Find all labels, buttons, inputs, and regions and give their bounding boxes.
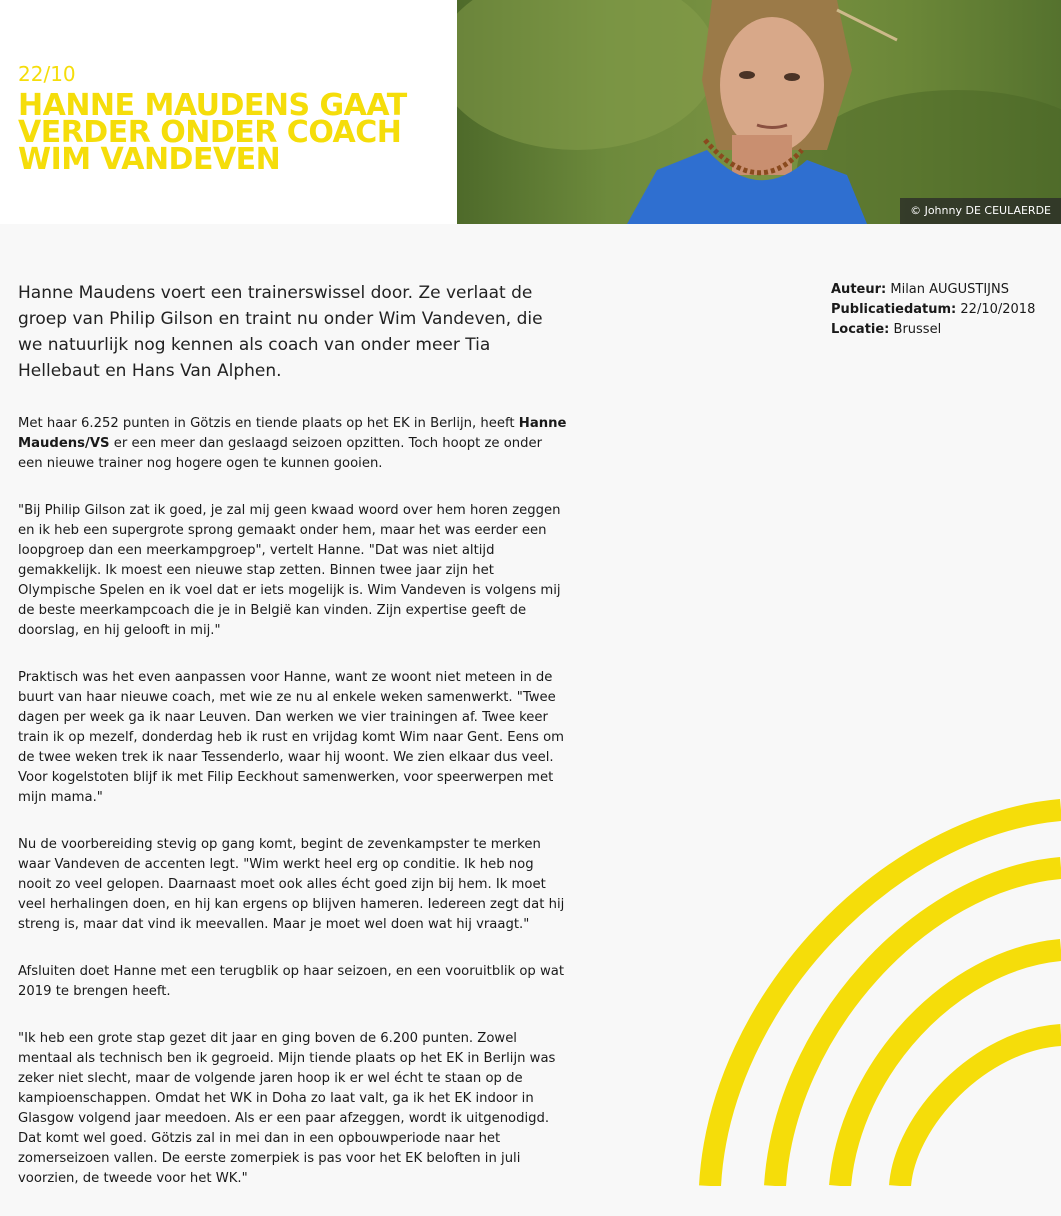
article-title: HANNE MAUDENS GAAT VERDER ONDER COACH WIM VANDEVEN [18, 88, 407, 177]
meta-author-label: Auteur: [831, 282, 887, 297]
paragraph-text: Met haar 6.252 punten in Götzis en tiende plaats op het EK in Berlijn, heeft [18, 416, 519, 431]
meta-author [831, 280, 1035, 300]
meta-author-value: Milan AUGUSTIJNS [890, 282, 1009, 297]
meta-date-value: 22/10/2018 [960, 302, 1036, 317]
article-paragraph: "Ik heb een grote stap gezet dit jaar en ging boven de 6.200 punten. Zowel mentaal als technisch ben ik gegroeid. Mijn tiende plaats op het EK in Berlijn was zeker niet slecht, maar de volgende jaren hoop ik er wel écht te staan op de kampioenschappen. Omdat het WK in Doha zo laat valt, ga ik het EK indoor in Glasgow volgend jaar meedoen. Als er een paar afzeggen, wordt ik uitgenodigd. Dat komt wel goed. Götzis zal in mei dan in een opbouwperiode naar het zomerseizoen vallen. De eerste zomerpiek is pas voor het EK beloften in juli voorzien, de tweede voor het WK." [18, 1031, 556, 1186]
article-paragraph: Afsluiten doet Hanne met een terugblik op haar seizoen, en een vooruitblik op wat 2019 te brengen heeft. [18, 964, 565, 999]
article-header [0, 0, 1061, 224]
meta-location-label: Locatie: [831, 322, 890, 337]
article-paragraph: Praktisch was het even aanpassen voor Hanne, want ze woont niet meteen in de buurt van haar nieuwe coach, met wie ze nu al enkele weken samenwerkt. "Twee dagen per week ga ik naar Leuven. Dan werken we vier trainingen af. Twee keer train ik op mezelf, donderdag heb ik rust en vrijdag komt Wim naar Gent. Eens om de twee weken trek ik naar Tessenderlo, waar hij woont. We zien elkaar dus veel. Voor kogelstoten blijf ik met Filip Eeckhout samenwerken, voor speerwerpen met mijn mama." [18, 670, 565, 805]
meta-date [831, 300, 1035, 320]
article-paragraph: Nu de voorbereiding stevig op gang komt, begint de zevenkampster te merken waar Vandeven de accenten legt. "Wim werkt heel erg op conditie. Ik heb nog nooit zo veel gelopen. Daarnaast moet ook alles écht goed zijn bij hem. Ik moet veel herhalingen doen, en hij kan ergens op blijven hameren. Iedereen zegt dat hij streng is, maar dat vind ik meevallen. Maar je moet wel doen wat hij vraagt." [18, 837, 565, 932]
article-paragraph [18, 414, 568, 474]
article-paragraph: "Bij Philip Gilson zat ik goed, je zal mij geen kwaad woord over hem horen zeggen en ik heb een supergrote sprong gemaakt onder hem, maar het was eerder een loopgroep dan een meerkampgroep", vertelt Hanne. "Dat was niet altijd gemakkelijk. Ik moest een nieuwe stap zetten. Binnen twee jaar zijn het Olympische Spelen en ik voel dat er iets mogelijk is. Wim Vandeven is volgens mij de beste meerkampcoach die je in België kan vinden. Zijn expertise geeft de doorslag, en hij gelooft in mij." [18, 503, 561, 638]
athlete-portrait-image [457, 0, 1061, 224]
decorative-track-graphic [690, 790, 1061, 1186]
article-date: 22/10 [18, 62, 76, 86]
header-text [18, 62, 438, 177]
article-meta [831, 280, 1035, 340]
athlete-photo [457, 0, 1061, 224]
meta-location [831, 320, 1035, 340]
paragraph-text: er een meer dan geslaagd seizoen opzitten. Toch hoopt ze onder een nieuwe trainer nog hogere ogen te kunnen gooien. [18, 436, 543, 471]
athlete-link[interactable]: Hanne Maudens/VS [18, 416, 567, 451]
photo-credit: © Johnny DE CEULAERDE [900, 198, 1061, 224]
meta-location-value: Brussel [893, 322, 942, 337]
article-body [18, 280, 568, 1216]
meta-date-label: Publicatiedatum: [831, 302, 957, 317]
article-lead: Hanne Maudens voert een trainerswissel door. Ze verlaat de groep van Philip Gilson en traint nu onder Wim Vandeven, die we natuurlijk nog kennen als coach van onder meer Tia Hellebaut en Hans Van Alphen. [18, 283, 543, 381]
